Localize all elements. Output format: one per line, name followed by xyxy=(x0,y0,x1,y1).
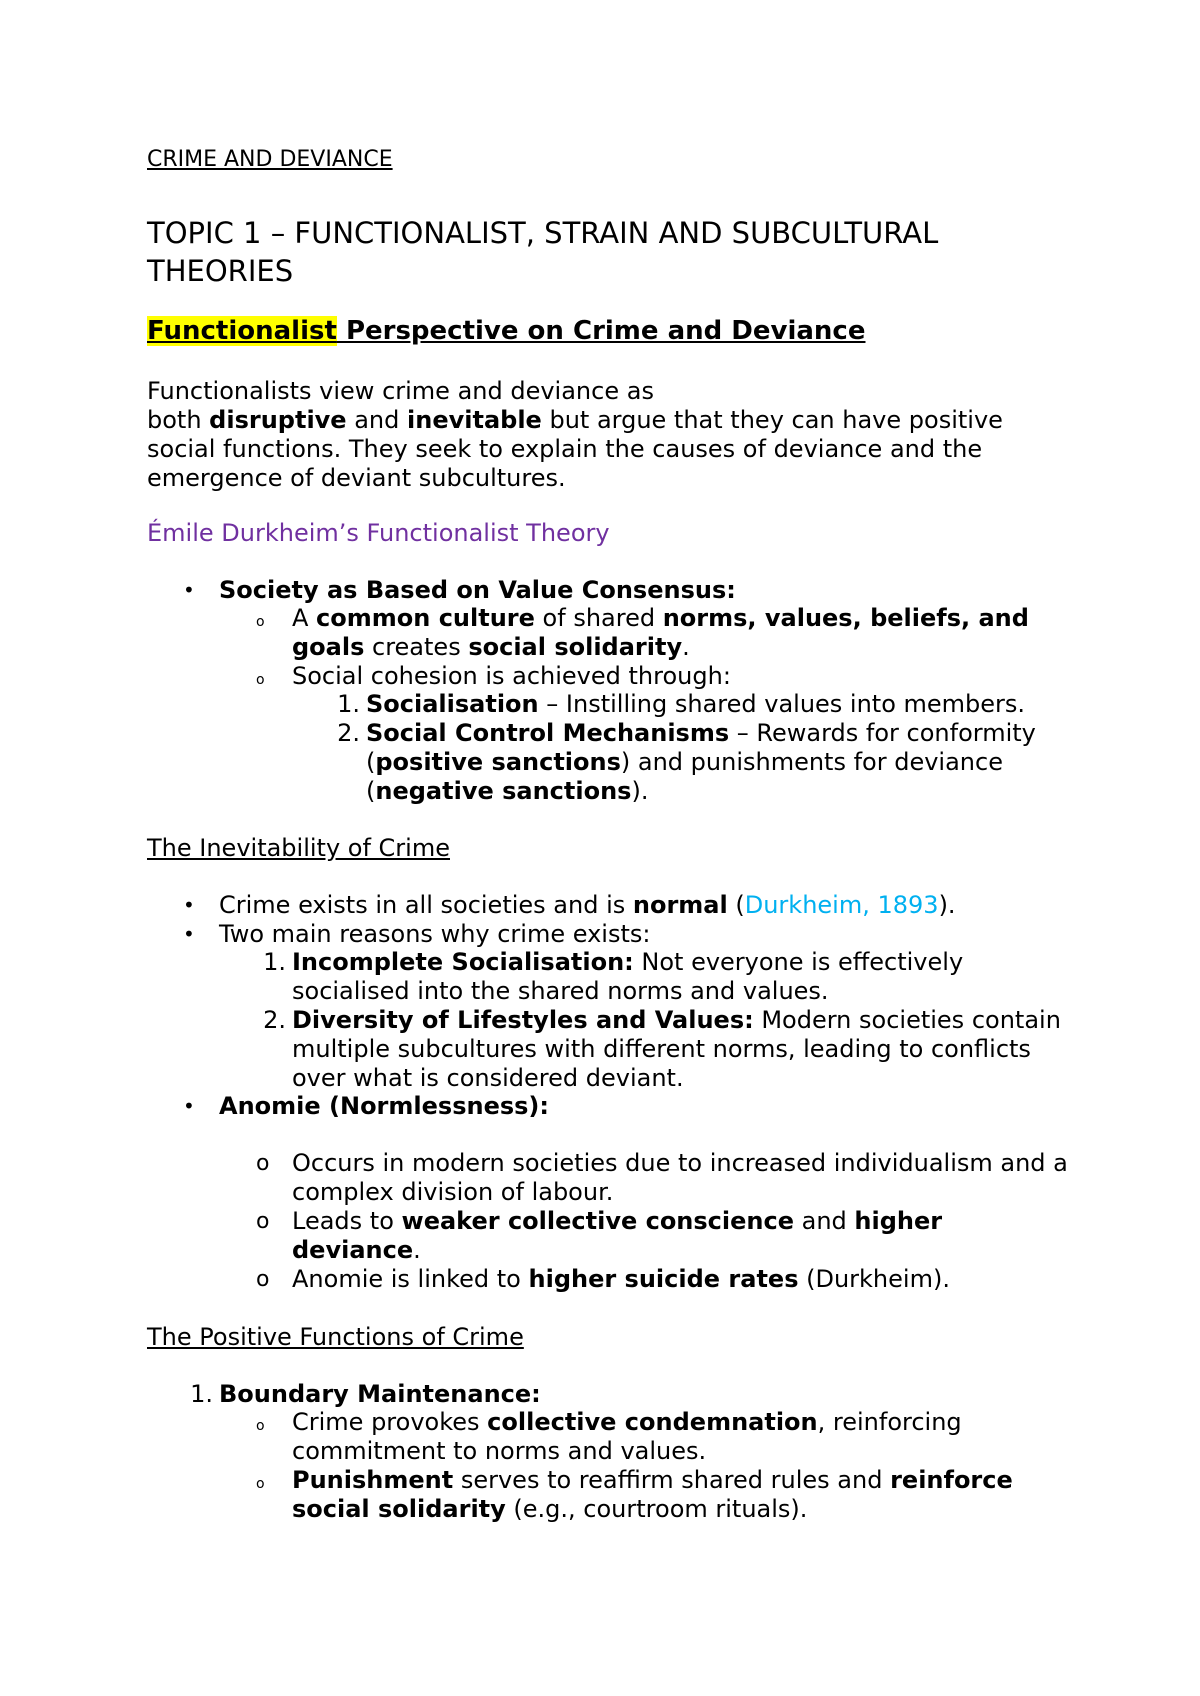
text: creates xyxy=(364,633,469,661)
sub-bullet-icon: o xyxy=(256,1209,270,1234)
sub-bullet-icon: o xyxy=(256,1476,265,1492)
text: – Instilling shared values into members. xyxy=(538,690,1026,718)
text: (e.g., courtroom rituals). xyxy=(505,1495,808,1523)
bullet-icon: • xyxy=(183,578,195,602)
bold-text: weaker collective conscience xyxy=(401,1207,794,1235)
bold-text: positive sanctions xyxy=(375,748,621,776)
positive-functions-heading: The Positive Functions of Crime xyxy=(147,1323,524,1351)
text: – Rewards for conformity ( xyxy=(366,719,1036,776)
text: A xyxy=(292,604,317,632)
intro-bold-disruptive: disruptive xyxy=(209,406,347,434)
anomie-item-2 xyxy=(292,1207,992,1265)
bold-text: normal xyxy=(632,891,728,919)
sub-bullet-icon: o xyxy=(256,614,265,630)
text: Anomie is linked to xyxy=(292,1265,529,1293)
bold-text: Diversity of Lifestyles and Values: xyxy=(292,1006,754,1034)
inevitability-heading: The Inevitability of Crime xyxy=(147,834,450,862)
durkheim-heading: Émile Durkheim’s Functionalist Theory xyxy=(147,519,610,547)
intro-bold-inevitable: inevitable xyxy=(407,406,542,434)
text: . xyxy=(682,633,690,661)
boundary-item-2 xyxy=(292,1466,1072,1524)
bold-text: Incomplete Socialisation: xyxy=(292,948,634,976)
bold-text: social solidarity xyxy=(468,633,683,661)
list-number: 1. xyxy=(337,690,360,718)
bold-text: reinforce social solidarity xyxy=(292,1466,1013,1523)
sub-bullet-icon: o xyxy=(256,672,265,688)
bold-text: Punishment xyxy=(292,1466,454,1494)
text: ( xyxy=(727,891,745,919)
anomie-item-1: Occurs in modern societies due to increased individualism and a complex division of labour. xyxy=(292,1149,1068,1206)
numbered-item-social-control xyxy=(366,719,1066,806)
list-number: 2. xyxy=(263,1006,286,1034)
highlighted-word: Functionalist xyxy=(147,316,337,346)
text: (Durkheim). xyxy=(798,1265,950,1293)
text: ) and punishments for deviance ( xyxy=(366,748,1003,805)
section-heading-rest: Perspective on Crime and Deviance xyxy=(336,316,866,346)
list-number: 1. xyxy=(263,948,286,976)
numbered-item-incomplete-socialisation xyxy=(292,948,992,1006)
bullet-icon: • xyxy=(183,1094,195,1118)
boundary-item-1 xyxy=(292,1408,1012,1466)
text: . xyxy=(413,1236,421,1264)
bold-text: Social Control Mechanisms xyxy=(366,719,730,747)
text: Crime exists in all societies and is xyxy=(219,891,633,919)
bold-text: Socialisation xyxy=(366,690,539,718)
sub-bullet-icon: o xyxy=(256,1418,265,1434)
bold-text: higher suicide rates xyxy=(528,1265,799,1293)
boundary-maintenance-heading: Boundary Maintenance: xyxy=(219,1380,541,1408)
inevitability-bullet-1 xyxy=(219,891,956,920)
list-number: 1. xyxy=(190,1380,213,1408)
intro-text-1: Functionalists view crime and deviance as xyxy=(147,377,654,405)
citation-link[interactable]: Durkheim, 1893 xyxy=(744,891,939,919)
intro-text-2: both xyxy=(147,406,210,434)
intro-paragraph xyxy=(147,377,1047,493)
bold-text: common culture xyxy=(316,604,535,632)
consensus-item-2: Social cohesion is achieved through: xyxy=(292,662,731,690)
intro-text-4: but argue that they can have positive social functions. They seek to explain the causes of deviance and the emergence of deviant subcultures. xyxy=(147,406,1003,492)
text: Not everyone is effectively socialised into the shared norms and values. xyxy=(292,948,964,1005)
numbered-item-socialisation xyxy=(366,690,1025,719)
topic-title: TOPIC 1 – FUNCTIONALIST, STRAIN AND SUBCULTURAL THEORIES xyxy=(147,216,939,288)
sub-bullet-icon: o xyxy=(256,1151,270,1176)
consensus-item-1 xyxy=(292,604,1082,662)
text: ). xyxy=(631,777,649,805)
inevitability-bullet-2: Two main reasons why crime exists: xyxy=(219,920,651,948)
bold-text: higher deviance xyxy=(292,1207,943,1264)
list-number: 2. xyxy=(337,719,360,747)
bullet-icon: • xyxy=(183,893,195,917)
anomie-heading: Anomie (Normlessness): xyxy=(219,1092,549,1120)
document-title: CRIME AND DEVIANCE xyxy=(147,147,393,172)
bold-text: collective condemnation xyxy=(487,1408,818,1436)
text: Modern societies contain multiple subcultures with different norms, leading to conflicts over what is considered deviant. xyxy=(292,1006,1061,1092)
text: , reinforcing commitment to norms and values. xyxy=(292,1408,962,1465)
text: Crime provokes xyxy=(292,1408,488,1436)
bold-text: norms, values, beliefs, and goals xyxy=(292,604,1029,661)
intro-text-3: and xyxy=(346,406,408,434)
sub-bullet-icon: o xyxy=(256,1267,270,1292)
bullet-icon: • xyxy=(183,922,195,946)
bold-text: negative sanctions xyxy=(375,777,632,805)
text: of shared xyxy=(534,604,663,632)
consensus-heading: Society as Based on Value Consensus: xyxy=(219,576,736,604)
anomie-item-3 xyxy=(292,1265,950,1294)
text: ). xyxy=(938,891,956,919)
text: and xyxy=(794,1207,855,1235)
text: Leads to xyxy=(292,1207,402,1235)
text: serves to reaffirm shared rules and xyxy=(453,1466,891,1494)
numbered-item-diversity xyxy=(292,1006,1062,1093)
section-heading xyxy=(147,316,1097,346)
